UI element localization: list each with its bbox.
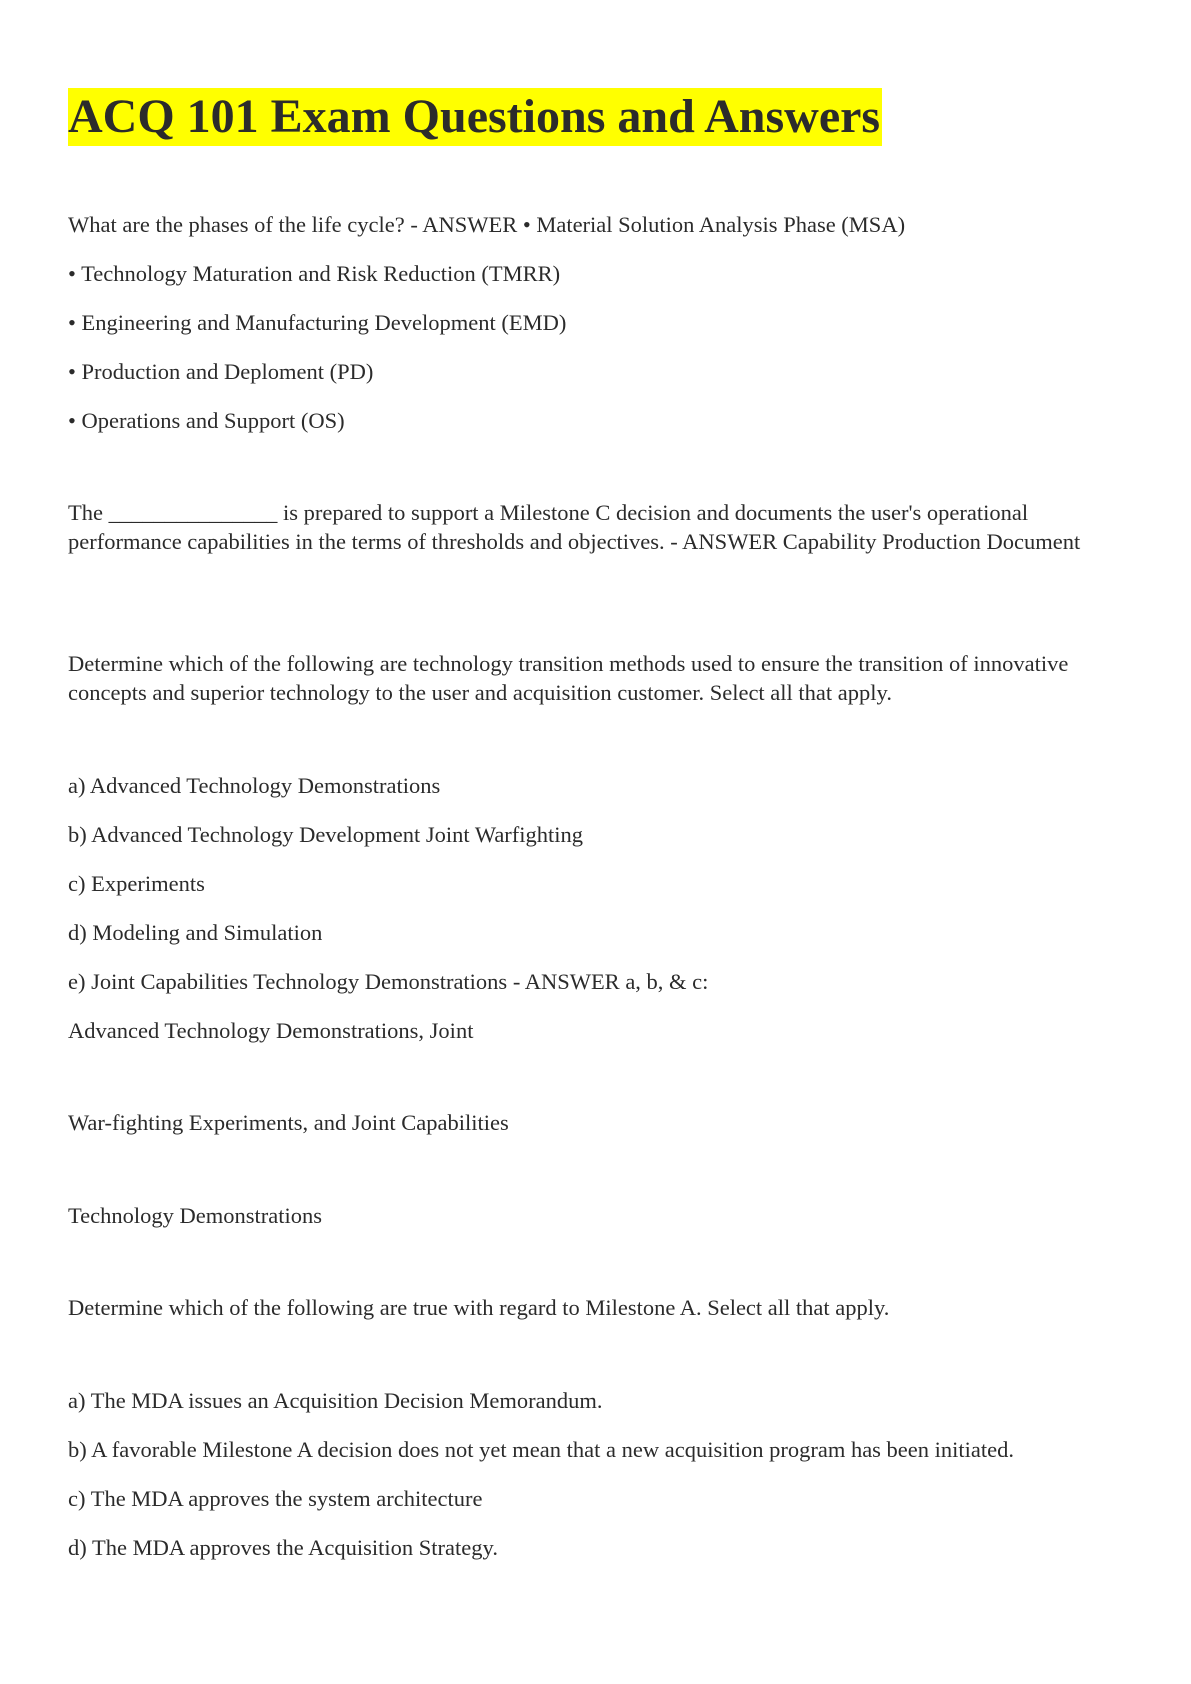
option-a-advanced-technology-demonstrations: a) Advanced Technology Demonstrations [68, 773, 441, 798]
answer-line-3: Technology Demonstrations [68, 1203, 323, 1228]
list-item-tmrr: • Technology Maturation and Risk Reduction (TMRR) [68, 261, 561, 286]
answer-line-2: War-fighting Experiments, and Joint Capabilities [68, 1110, 509, 1135]
list-item-pd: • Production and Deploment (PD) [68, 359, 374, 384]
option-c-system-architecture: c) The MDA approves the system architecture [68, 1486, 483, 1511]
answer-line-1: Advanced Technology Demonstrations, Joint [68, 1018, 474, 1043]
question-technology-transition: Determine which of the following are technology transition methods used to ensure the transition of innovative concepts and superior technology to the user and acquisition customer. Select all that apply. [68, 651, 1069, 705]
list-item-os: • Operations and Support (OS) [68, 408, 345, 433]
option-d-modeling-simulation: d) Modeling and Simulation [68, 920, 323, 945]
list-item-emd: • Engineering and Manufacturing Development (EMD) [68, 310, 567, 335]
option-a-mda-adm: a) The MDA issues an Acquisition Decision Memorandum. [68, 1388, 603, 1413]
option-b-advanced-technology-development: b) Advanced Technology Development Joint Warfighting [68, 822, 584, 847]
option-b-favorable-milestone-a: b) A favorable Milestone A decision does not yet mean that a new acquisition program has been initiated. [68, 1437, 1015, 1462]
question-life-cycle-phases: What are the phases of the life cycle? - ANSWER • Material Solution Analysis Phase (MSA) [68, 212, 906, 237]
document-title: ACQ 101 Exam Questions and Answers [68, 88, 882, 146]
option-e-joint-capabilities-answer: e) Joint Capabilities Technology Demonstrations - ANSWER a, b, & c: [68, 969, 709, 994]
question-milestone-a: Determine which of the following are true with regard to Milestone A. Select all that apply. [68, 1295, 890, 1320]
option-c-experiments: c) Experiments [68, 871, 205, 896]
option-d-acquisition-strategy: d) The MDA approves the Acquisition Strategy. [68, 1535, 498, 1560]
question-capability-production-document: The _______________ is prepared to support a Milestone C decision and documents the user's operational performance capabilities in the terms of thresholds and objectives. - ANSWER Capability Production Document [68, 500, 1081, 554]
